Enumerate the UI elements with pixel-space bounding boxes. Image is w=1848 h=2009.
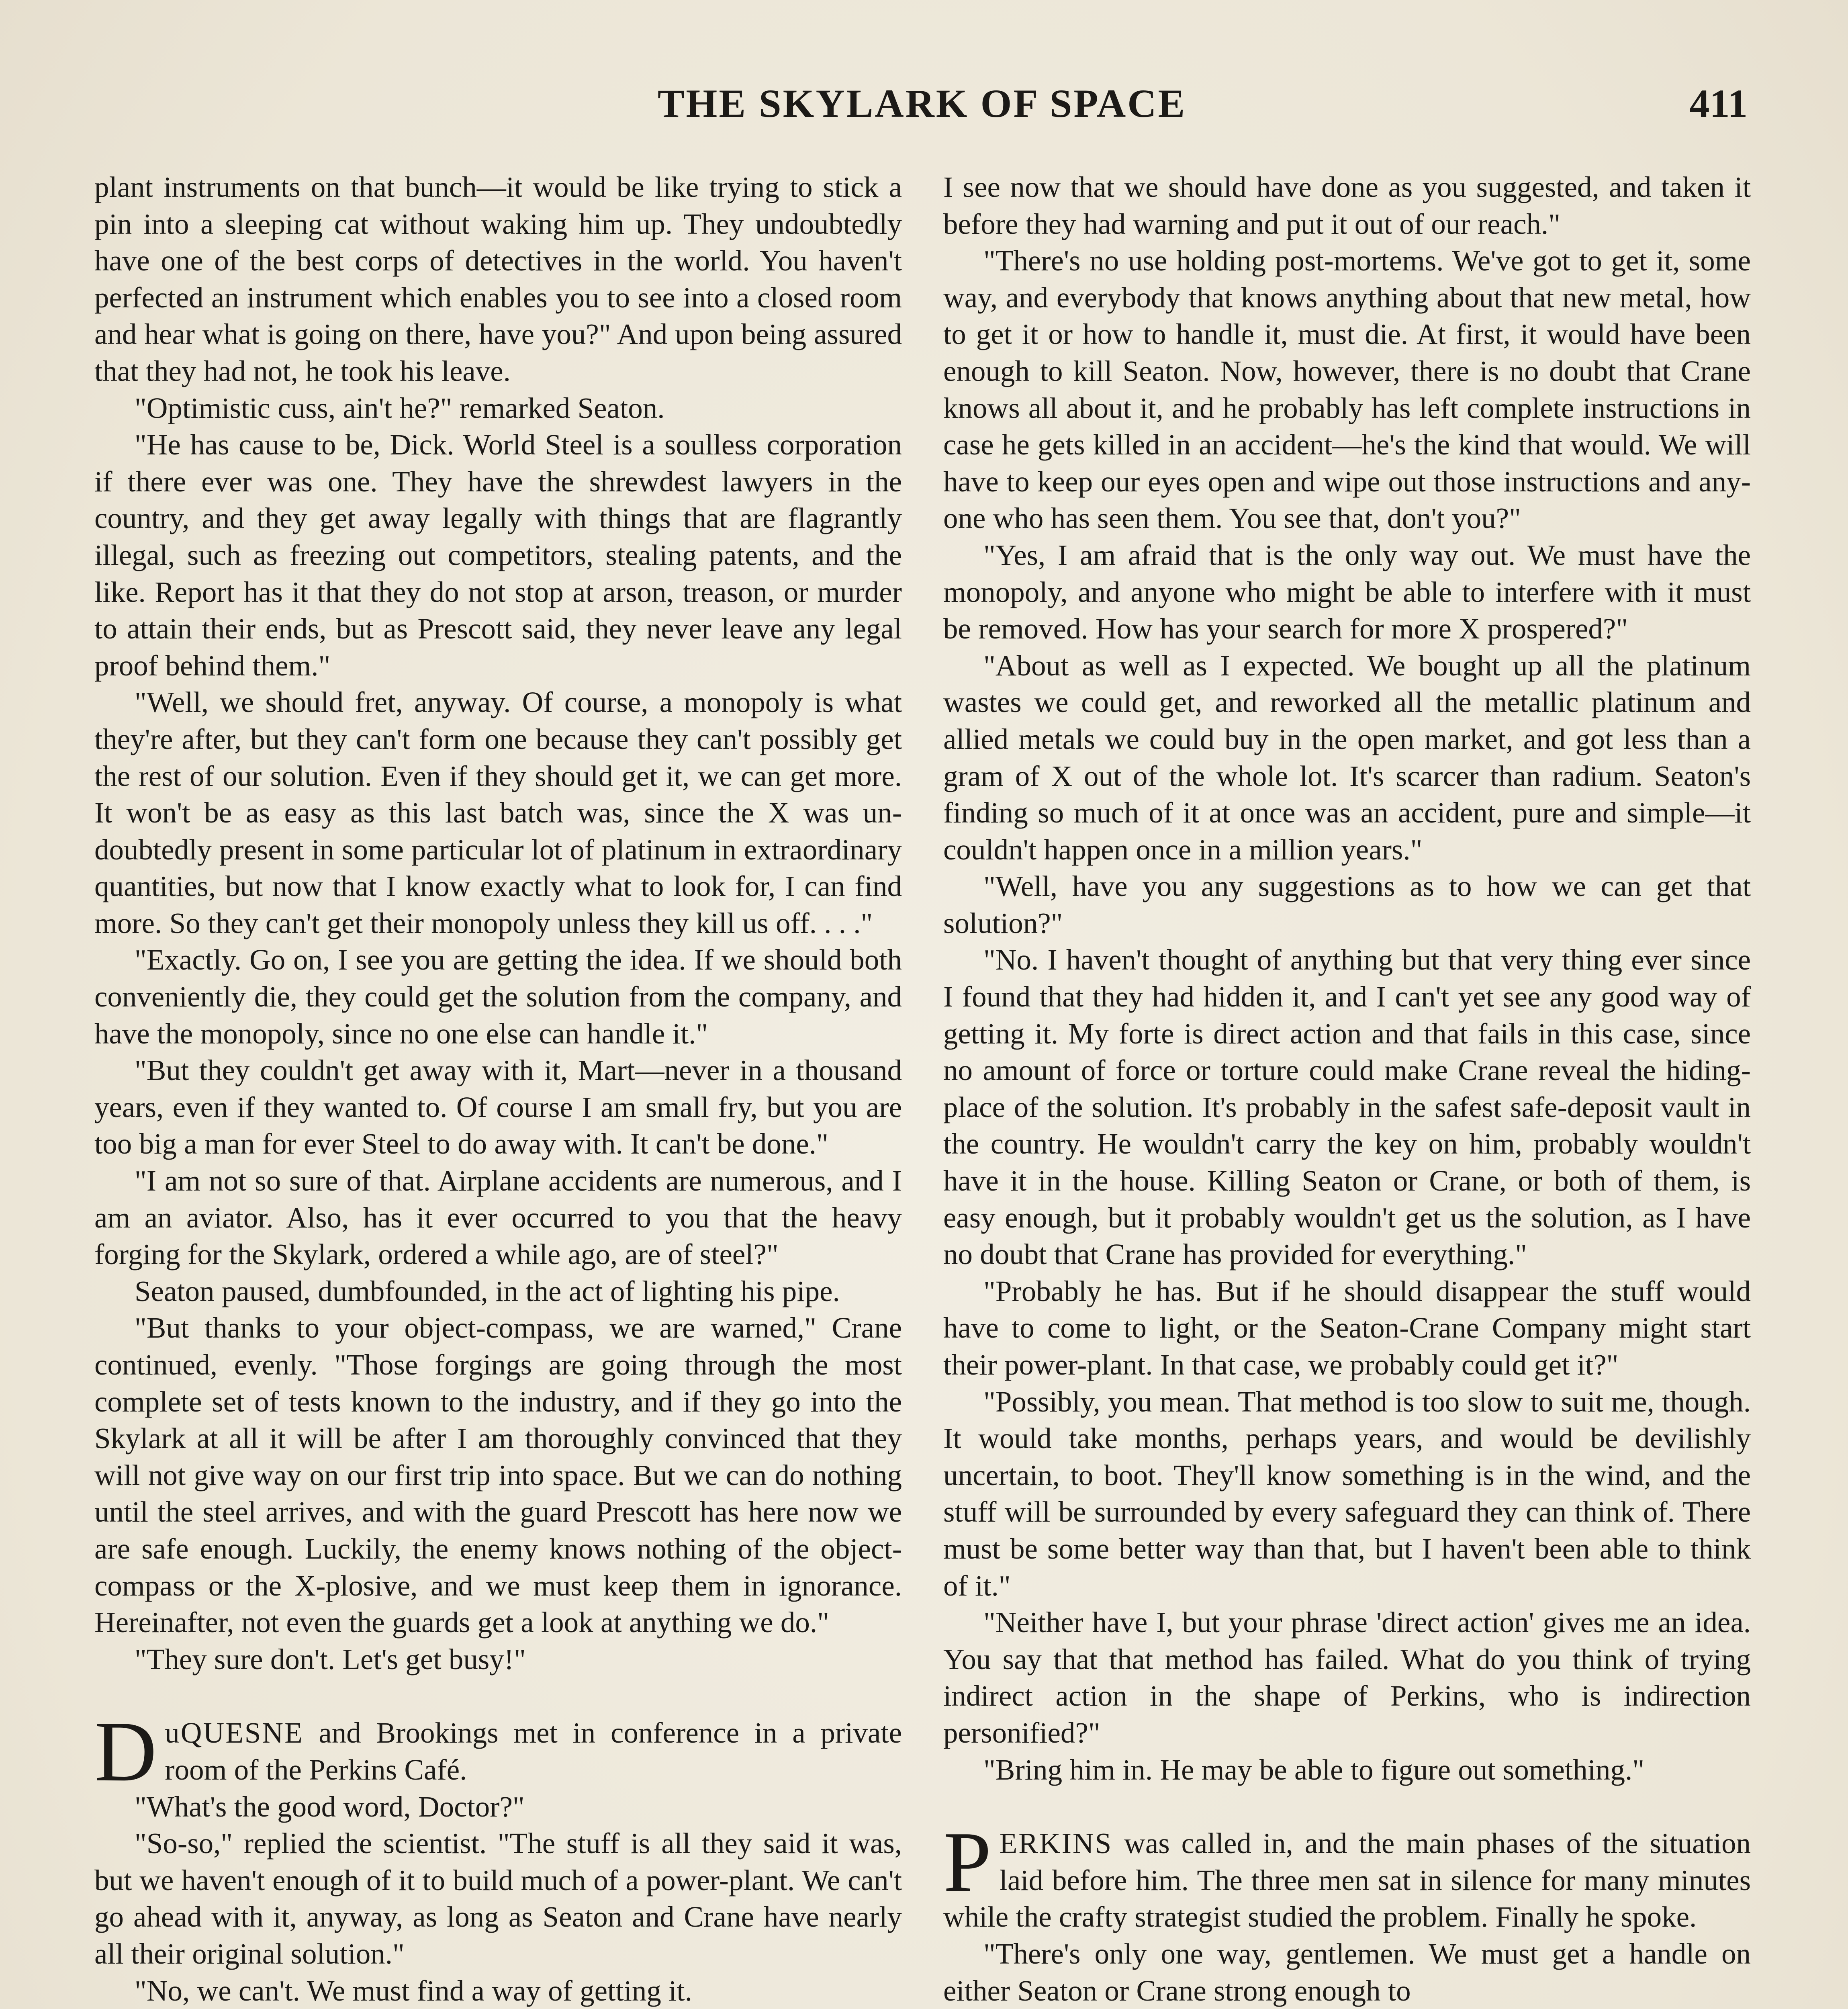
paragraph: "No, we can't. We must find a way of getting it.: [135, 1974, 692, 2007]
paragraph: "There's only one way, gentlemen. We must get a handle on either Seaton or Crane strong enough to: [943, 1937, 1751, 2007]
paragraph-text: and Brookings met in conference in a private room of the Perkins Café.: [165, 1716, 902, 1786]
paragraph: "Well, we should fret, anyway. Of course, a monopoly is what they're after, but they can't form one because they can't possibly get the rest of our solution. Even if they should get it, we can get more. It won't be as easy as this last batch was, since the X was undoubtedly present in some particular lot of platinum in extraordinary quantities, but now that I know exactly what to look for, I can find more. So they can't get their monopoly unless they kill us off. . . .": [94, 686, 902, 939]
page-number: 411: [1689, 81, 1748, 126]
paragraph: "But they couldn't get away with it, Mart—never in a thousand years, even if they wanted to. Of course I am small fry, but you are too big a man for ever Steel to do away with. It can't be done.": [94, 1054, 902, 1160]
paragraph-text: was called in, and the main phases of the situation laid before him. The three men sat in silence for many minutes while the crafty strategist studied the problem. Finally he spoke.: [943, 1827, 1751, 1933]
right-column: [943, 169, 1751, 2009]
paragraph: I see now that we should have done as you suggested, and taken it before they had warning and put it out of our reach.": [943, 171, 1751, 240]
paragraph: "Probably he has. But if he should disappear the stuff would have to come to light, or the Seaton-Crane Company might start their power-plant. In that case, we probably could get it?": [943, 1275, 1751, 1381]
paragraph: "So-so," replied the scientist. "The stuff is all they said it was, but we haven't enough of it to build much of a power-plant. We can't go ahead with it, anyway, as long as Seaton and Crane have nearly all their original solution.": [94, 1827, 902, 1970]
paragraph: "But thanks to your object-compass, we are warned," Crane continued, evenly. "Those forgings are going through the most complete set of tests known to the industry, and if they go into the Skylark at all it will be after I am thoroughly convinced that they will not give way on our first trip into space. But we can do nothing until the steel arrives, and with the guard Prescott has here now we are safe enough. Luckily, the enemy knows nothing of the object-compass or the X-plosive, and we must keep them in ignorance. Hereinafter, not even the guards get a look at anything we do.": [94, 1311, 902, 1639]
paragraph: "What's the good word, Doctor?": [135, 1790, 525, 1823]
paragraph: "He has cause to be, Dick. World Steel is a soulless corporation if there ever was one. They have the shrewdest lawyers in the country, and they get away legally with things that are flagrantly illegal, such as freezing out competitors, stealing patents, and the like. Report has it that they do not stop at arson, treason, or murder to attain their ends, but as Prescott said, they never leave any legal proof behind them.": [94, 428, 902, 682]
paragraph: "Yes, I am afraid that is the only way out. We must have the monopoly, and anyone who might be able to interfere with it must be removed. How has your search for more X prospered?": [943, 538, 1751, 645]
paragraph: "About as well as I expected. We bought up all the platinum wastes we could get, and reworked all the metallic platinum and allied metals we could buy in the open market, and got less than a gram of X out of the whole lot. It's scarcer than radium. Seaton's finding so much of it at once was an accident, pure and simple—it couldn't happen once in a million years.": [943, 649, 1751, 866]
paragraph: "No. I haven't thought of anything but that very thing ever since I found that they had hidden it, and I can't yet see any good way of getting it. My forte is direct action and that fails in this case, since no amount of force or torture could make Crane reveal the hiding-place of the solution. It's probably in the safest safe-deposit vault in the country. He wouldn't carry the key on him, probably wouldn't have it in the house. Killing Seaton or Crane, or both of them, is easy enough, but it probably wouldn't get us the solution, as I have no doubt that Crane has provided for everything.": [943, 943, 1751, 1271]
paragraph: "Exactly. Go on, I see you are getting the idea. If we should both conveniently die, they could get the solution from the company, and have the monopoly, since no one else can handle it.": [94, 943, 902, 1050]
paragraph: "Neither have I, but your phrase 'direct action' gives me an idea. You say that that method has failed. What do you think of trying indirect action in the shape of Perkins, who is indirection personified?": [943, 1606, 1751, 1749]
paragraph: "They sure don't. Let's get busy!": [135, 1643, 526, 1676]
paragraph: "Well, have you any suggestions as to how we can get that solution?": [943, 870, 1751, 939]
running-header: [96, 80, 1748, 137]
section-opening-paragraph: [943, 1814, 1751, 1935]
left-column: [94, 169, 902, 2009]
paragraph: "There's no use holding post-mortems. We've got to get it, some way, and everybody that knows anything about that new metal, how to get it or how to handle it, must die. At first, it would have been enough to kill Seaton. Now, however, there is no doubt that Crane knows all about it, and he probably has left complete instructions in case he gets killed in an accident—he's the kind that would. We will have to keep our eyes open and wipe out those instructions and anyone who has seen them. You see that, don't you?": [943, 244, 1751, 535]
section-opening-paragraph: [94, 1703, 902, 1800]
small-caps-lead: uQUESNE: [165, 1716, 304, 1749]
drop-cap: D: [94, 1703, 157, 1800]
paragraph: "I am not so sure of that. Airplane accidents are numerous, and I am an aviator. Also, has it ever occurred to you that the heavy forging for the Skylark, ordered a while ago, are of steel?": [94, 1164, 902, 1271]
paragraph: "Optimistic cuss, ain't he?" remarked Seaton.: [135, 391, 665, 424]
paragraph: Seaton paused, dumbfounded, in the act of lighting his pipe.: [135, 1275, 840, 1307]
running-title: THE SKYLARK OF SPACE: [657, 81, 1187, 126]
small-caps-lead: ERKINS: [999, 1827, 1113, 1860]
paragraph: "Bring him in. He may be able to figure out something.": [983, 1753, 1645, 1786]
paragraph: plant instruments on that bunch—it would be like trying to stick a pin into a sleeping cat without waking him up. They undoubtedly have one of the best corps of detectives in the world. You haven't perfected an instrument which enables you to see into a closed room and hear what is going on there, have you?" And upon being assured that they had not, he took his leave.: [94, 171, 902, 387]
paragraph: "Possibly, you mean. That method is too slow to suit me, though. It would take months, perhaps years, and would be devilishly uncertain, to boot. They'll know something is in the wind, and the stuff will be surrounded by every safeguard they can think of. There must be some better way than that, but I haven't been able to think of it.": [943, 1385, 1751, 1602]
drop-cap: P: [943, 1814, 991, 1910]
